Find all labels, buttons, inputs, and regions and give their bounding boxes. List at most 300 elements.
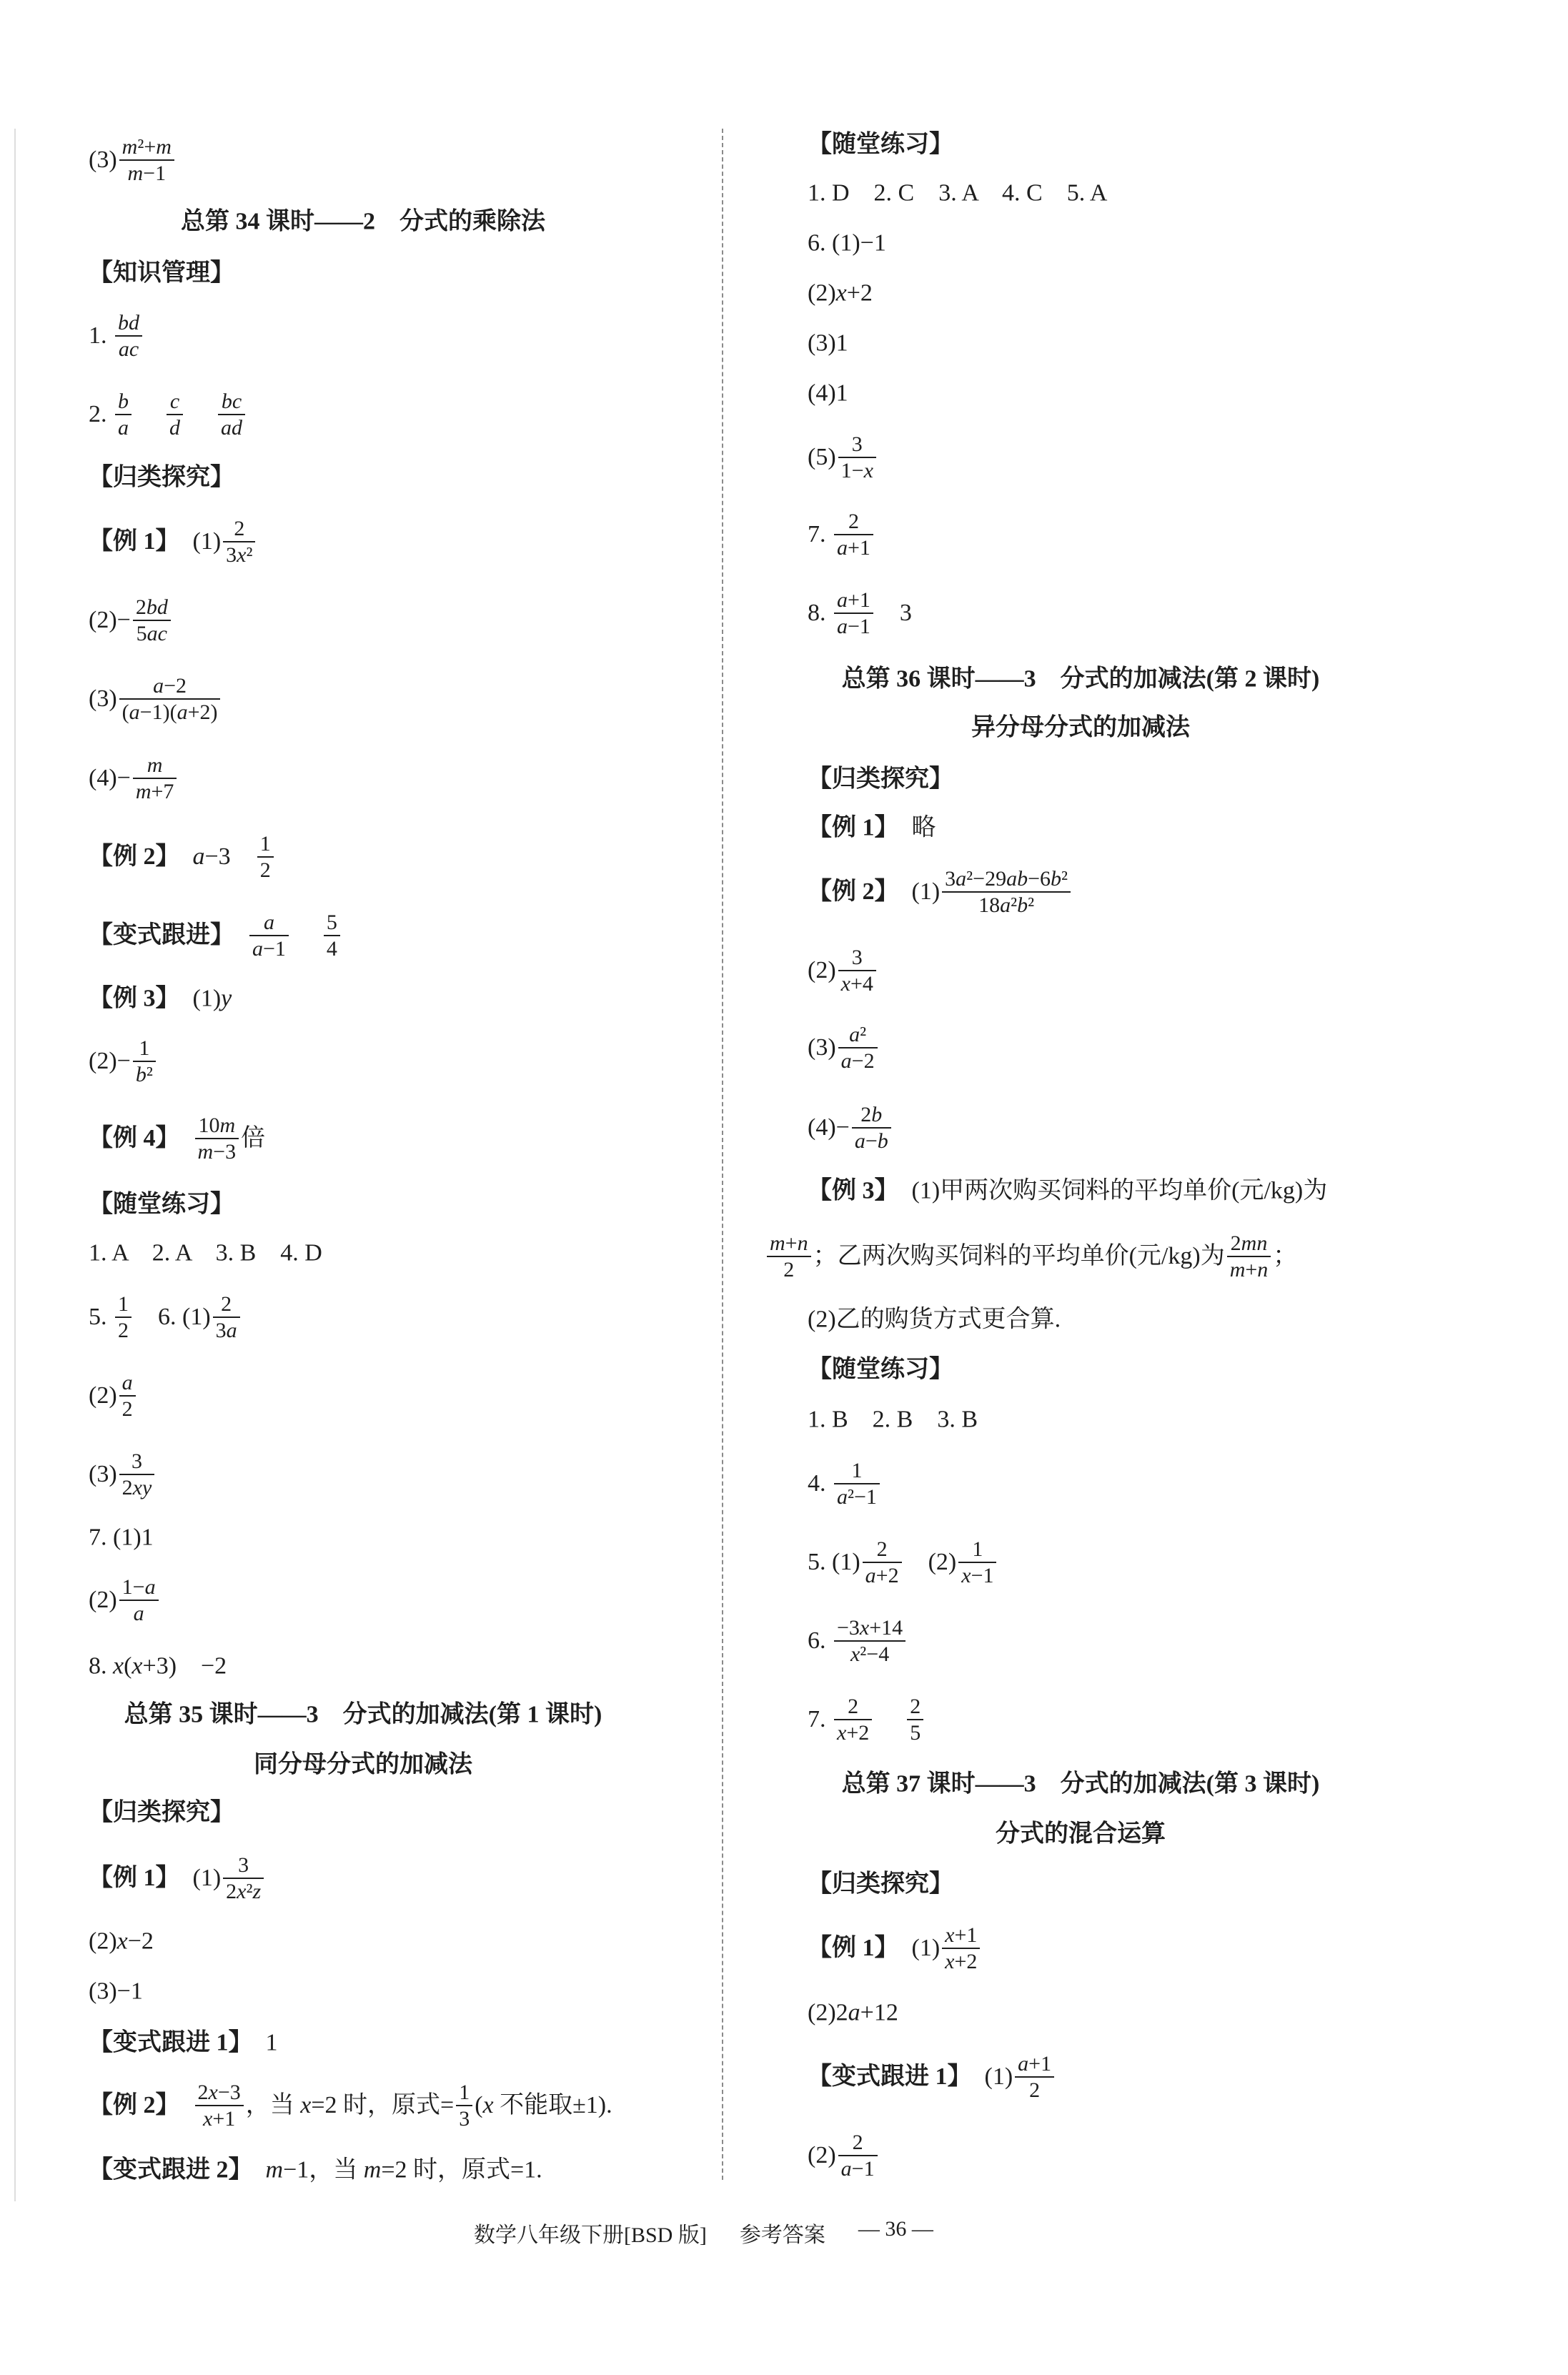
fraction bbox=[907, 1694, 923, 1745]
fraction-numerator: 1 bbox=[139, 1036, 150, 1060]
answer-text: a−3 bbox=[192, 843, 255, 870]
math-variable: x bbox=[237, 543, 247, 567]
answer-line bbox=[808, 866, 1073, 918]
math-variable: x bbox=[835, 279, 847, 307]
math-variable: x bbox=[237, 1880, 247, 1903]
section-label: 【随堂练习】 bbox=[89, 1191, 234, 1218]
fraction bbox=[1227, 1231, 1271, 1282]
fraction bbox=[838, 1022, 878, 1074]
answer-line bbox=[89, 389, 247, 440]
answer-line bbox=[89, 1575, 161, 1626]
math-variable: m bbox=[219, 1114, 236, 1137]
fraction-numerator bbox=[119, 1370, 136, 1395]
math-variable: a bbox=[153, 674, 164, 698]
math-variable: x bbox=[837, 1721, 847, 1745]
math-variable: m bbox=[770, 1231, 785, 1255]
answer-text: (5) bbox=[808, 443, 836, 470]
example-label: 【变式跟进 1】 bbox=[89, 2029, 253, 2056]
fraction bbox=[324, 910, 340, 961]
math-variable: c bbox=[129, 337, 139, 361]
fraction-denominator: x+4 bbox=[838, 970, 876, 996]
fraction-numerator: 2b bbox=[860, 1103, 883, 1126]
answer-text: (2) bbox=[89, 1586, 117, 1613]
answer-text: 4. bbox=[808, 1469, 832, 1497]
answer-line bbox=[89, 2029, 278, 2058]
fraction bbox=[456, 2080, 472, 2131]
answer-text: (4)1 bbox=[808, 380, 848, 407]
fraction-denominator: m−1 bbox=[119, 159, 174, 186]
fraction-denominator bbox=[218, 414, 245, 440]
fraction-denominator: 2 bbox=[767, 1256, 811, 1282]
answer-line bbox=[808, 587, 912, 639]
fraction bbox=[863, 1537, 902, 1588]
math-variable: x bbox=[863, 459, 873, 482]
section-label: 【归类探究】 bbox=[808, 765, 953, 793]
answer-line bbox=[89, 1928, 154, 1957]
answer-text: (2) bbox=[808, 2141, 836, 2168]
math-variable: c bbox=[169, 390, 180, 413]
section-label: 【归类探究】 bbox=[89, 1799, 234, 1826]
math-variable: b bbox=[118, 390, 129, 413]
fraction-denominator: a−1 bbox=[249, 935, 289, 961]
answer-line bbox=[808, 1615, 908, 1667]
fraction bbox=[958, 1537, 996, 1588]
section-label: 【归类探究】 bbox=[808, 1870, 953, 1898]
example-label: 【例 1】 bbox=[89, 1864, 180, 1891]
answer-text: (1)y bbox=[192, 985, 232, 1012]
math-variable: a bbox=[865, 1564, 876, 1587]
answer-line bbox=[89, 910, 342, 961]
example-label: 【变式跟进 2】 bbox=[89, 2156, 253, 2183]
math-variable: a bbox=[1000, 893, 1011, 917]
answer-text: (1)甲两次购买饲料的平均单价(元/kg)为 bbox=[911, 1177, 1328, 1204]
fraction-numerator: a+1 bbox=[1018, 2052, 1052, 2076]
fraction bbox=[852, 1102, 891, 1154]
example-label: 【变式跟进】 bbox=[89, 921, 234, 948]
answer-text: ，当 x=2 时，原式= bbox=[245, 2091, 455, 2118]
answer-line bbox=[808, 1537, 998, 1588]
answer-text: 5. (1) bbox=[808, 1548, 860, 1575]
answer-line bbox=[808, 229, 886, 259]
fraction bbox=[195, 1113, 239, 1164]
answer-line bbox=[89, 1113, 265, 1164]
fraction-denominator: x²−4 bbox=[834, 1640, 905, 1667]
lesson-heading: 分式的混合运算 bbox=[996, 1820, 1166, 1848]
fraction-numerator: 1 bbox=[259, 832, 271, 856]
fraction-denominator: 2 bbox=[1015, 2076, 1054, 2103]
fraction-numerator: 3 bbox=[131, 1449, 142, 1473]
answer-line bbox=[89, 1978, 143, 2007]
lesson-heading: 总第 35 课时——3 分式的加减法(第 1 课时) bbox=[124, 1701, 602, 1728]
fraction-numerator bbox=[218, 389, 245, 414]
answer-line bbox=[89, 2080, 612, 2131]
math-variable: b bbox=[1017, 893, 1028, 917]
fraction bbox=[195, 2080, 244, 2131]
answer-text: 8. x(x+3) −2 bbox=[89, 1652, 227, 1680]
fraction bbox=[119, 1449, 155, 1500]
fraction-numerator bbox=[167, 389, 183, 414]
fraction bbox=[167, 389, 183, 440]
math-variable: b bbox=[1051, 867, 1061, 891]
fraction bbox=[942, 1923, 980, 1974]
answer-text: (x 不能取±1). bbox=[475, 2091, 612, 2118]
column-divider bbox=[722, 129, 723, 2180]
answer-text: 1 bbox=[265, 2029, 278, 2056]
fraction bbox=[115, 1291, 132, 1343]
lesson-heading: 总第 36 课时——3 分式的加减法(第 2 课时) bbox=[841, 665, 1320, 693]
lesson-heading: 同分母分式的加减法 bbox=[254, 1751, 472, 1778]
answer-text: (3) bbox=[89, 1460, 117, 1487]
fraction bbox=[838, 2130, 878, 2181]
fraction bbox=[213, 1291, 240, 1343]
math-variable: a bbox=[840, 2157, 852, 2181]
answer-text: m−1，当 m=2 时，原式=1. bbox=[265, 2156, 542, 2183]
fraction bbox=[767, 1231, 811, 1282]
fraction-numerator: 2 bbox=[221, 1292, 232, 1316]
fraction-numerator: 2 bbox=[852, 2131, 863, 2154]
math-variable: a bbox=[263, 911, 274, 934]
fraction-numerator: 5 bbox=[326, 911, 337, 934]
lesson-heading: 异分母分式的加减法 bbox=[971, 714, 1190, 741]
math-variable: b bbox=[146, 595, 157, 619]
fraction bbox=[257, 831, 274, 883]
fraction-denominator: a+1 bbox=[834, 534, 873, 560]
fraction-denominator: 3 bbox=[456, 2105, 472, 2131]
answer-text: (1) bbox=[911, 878, 941, 905]
example-label: 【变式跟进 1】 bbox=[808, 2063, 972, 2090]
answer-line bbox=[808, 509, 875, 560]
fraction-numerator: 3a²−29ab−6b² bbox=[945, 867, 1068, 891]
answer-line bbox=[89, 1853, 266, 1904]
fraction-numerator: m+n bbox=[770, 1231, 808, 1255]
math-variable: a bbox=[118, 337, 129, 361]
answer-line bbox=[89, 1524, 154, 1553]
math-variable: a bbox=[118, 416, 129, 440]
lesson-heading: 总第 37 课时——3 分式的加减法(第 3 课时) bbox=[841, 1770, 1320, 1798]
fraction-denominator bbox=[119, 1600, 159, 1626]
math-variable: a bbox=[221, 416, 232, 440]
math-variable: a bbox=[1006, 867, 1018, 891]
fraction bbox=[834, 509, 873, 560]
fraction-denominator bbox=[115, 414, 132, 440]
fraction-numerator: 2 bbox=[848, 510, 859, 533]
math-variable: b bbox=[1017, 867, 1028, 891]
math-variable: a bbox=[226, 1319, 237, 1342]
math-variable: x bbox=[208, 2081, 218, 2104]
fraction-denominator: 4 bbox=[324, 935, 340, 961]
fraction-numerator: 3 bbox=[238, 1853, 249, 1877]
fraction-denominator: a−2 bbox=[838, 1047, 878, 1074]
fraction-numerator: 1 bbox=[851, 1459, 863, 1482]
answer-text: (3) bbox=[89, 146, 117, 173]
fraction-denominator: a−1 bbox=[834, 613, 873, 639]
answer-text: (3)−1 bbox=[89, 1978, 143, 2005]
fraction-numerator: 1 bbox=[118, 1292, 129, 1316]
answer-line bbox=[808, 1406, 978, 1435]
math-variable: a bbox=[147, 622, 158, 645]
fraction-numerator: 1 bbox=[459, 2081, 470, 2104]
fraction bbox=[1015, 2051, 1054, 2103]
answer-text: 6. (1)−1 bbox=[808, 229, 886, 257]
answer-text: 倍 bbox=[241, 1124, 266, 1151]
example-label: 【例 1】 bbox=[89, 527, 180, 555]
example-label: 【例 2】 bbox=[89, 2091, 180, 2118]
fraction-numerator bbox=[249, 910, 289, 935]
answer-line bbox=[89, 831, 276, 883]
math-variable: b bbox=[135, 1063, 147, 1086]
answer-line bbox=[808, 1102, 893, 1154]
answer-text: 8. bbox=[808, 599, 832, 626]
answer-line bbox=[89, 1239, 322, 1269]
fraction-numerator: x+1 bbox=[945, 1923, 978, 1947]
math-variable: m bbox=[147, 753, 163, 777]
fraction-numerator: 2bd bbox=[135, 595, 168, 619]
answer-text: 7. bbox=[808, 520, 832, 547]
answer-text: (2) bbox=[89, 1382, 117, 1409]
fraction bbox=[838, 945, 876, 996]
math-variable: b bbox=[871, 1103, 883, 1126]
fraction-denominator: m+7 bbox=[133, 778, 177, 804]
answer-text: 6. (1) bbox=[134, 1303, 211, 1330]
footer-section-title: 参考答案 bbox=[739, 2223, 825, 2247]
answer-line bbox=[765, 1231, 1297, 1282]
math-variable: a bbox=[956, 867, 967, 891]
answer-line bbox=[808, 179, 1107, 209]
fraction-numerator: 2 bbox=[848, 1695, 859, 1718]
fraction bbox=[133, 1036, 156, 1087]
section-label: 【归类探究】 bbox=[89, 464, 234, 491]
math-variable: m bbox=[197, 1140, 214, 1164]
fraction-numerator: 1 bbox=[972, 1537, 983, 1561]
example-label: 【例 3】 bbox=[89, 985, 180, 1012]
fraction bbox=[115, 310, 142, 362]
fraction-numerator bbox=[115, 310, 142, 335]
fraction-denominator bbox=[115, 335, 142, 362]
page-footer bbox=[474, 2217, 933, 2248]
fraction-denominator: a²−1 bbox=[834, 1483, 880, 1509]
math-variable: x bbox=[859, 1616, 870, 1640]
answer-text: (2)x+2 bbox=[808, 279, 873, 307]
answer-text: 1. D 2. C 3. A 4. C 5. A bbox=[808, 179, 1108, 207]
fraction-numerator: m²+m bbox=[121, 135, 172, 159]
answer-text: (1) bbox=[984, 2063, 1013, 2090]
fraction-numerator: 10m bbox=[198, 1114, 236, 1137]
math-variable: d bbox=[169, 416, 180, 440]
math-variable: a bbox=[121, 1371, 133, 1394]
section-label: 【随堂练习】 bbox=[808, 1356, 953, 1383]
fraction bbox=[834, 587, 873, 639]
math-variable: n bbox=[1256, 1231, 1268, 1255]
fraction-denominator: 2 bbox=[115, 1317, 132, 1343]
example-label: 【例 4】 bbox=[89, 1124, 180, 1151]
math-variable: d bbox=[157, 595, 168, 619]
answer-line bbox=[808, 1694, 926, 1745]
section-label: 【知识管理】 bbox=[89, 259, 234, 287]
scan-edge-line bbox=[14, 129, 16, 2201]
answer-text: (2)乙的购货方式更合算. bbox=[808, 1306, 1061, 1333]
footer-book-title: 数学八年级下册[BSD 版] bbox=[474, 2223, 707, 2247]
answer-line bbox=[808, 2051, 1056, 2103]
example-label: 【例 2】 bbox=[89, 843, 180, 870]
fraction-numerator: −3x+14 bbox=[837, 1616, 903, 1640]
math-variable: x bbox=[132, 1476, 142, 1499]
fraction bbox=[942, 866, 1071, 918]
fraction-numerator: 1−a bbox=[121, 1575, 156, 1599]
math-variable: y bbox=[221, 985, 232, 1012]
fraction-denominator: 18a²b² bbox=[942, 891, 1071, 918]
math-variable: a bbox=[848, 1999, 860, 2026]
fraction-numerator: 2 bbox=[234, 517, 245, 540]
math-variable: m bbox=[1241, 1231, 1257, 1255]
math-variable: n bbox=[797, 1231, 808, 1255]
fraction-numerator bbox=[133, 753, 177, 778]
answer-line bbox=[89, 1652, 227, 1682]
answer-line bbox=[808, 1177, 1327, 1206]
fraction bbox=[119, 1575, 159, 1626]
answer-text: 3 bbox=[875, 599, 912, 626]
answer-line bbox=[808, 380, 848, 409]
math-variable: b bbox=[118, 311, 129, 334]
fraction-denominator: x+2 bbox=[942, 1948, 980, 1974]
math-variable: a bbox=[837, 615, 848, 638]
math-variable: a bbox=[192, 843, 205, 870]
fraction bbox=[119, 673, 221, 725]
answer-line bbox=[89, 985, 232, 1014]
math-variable: m bbox=[127, 162, 144, 185]
answer-text: (1) bbox=[911, 1934, 941, 1961]
math-variable: a bbox=[144, 1575, 156, 1599]
fraction-denominator: a−b bbox=[852, 1127, 891, 1154]
answer-text: ； bbox=[1273, 1242, 1298, 1269]
math-variable: a bbox=[849, 1023, 860, 1046]
fraction bbox=[119, 134, 174, 186]
answer-text: 1. B 2. B 3. B bbox=[808, 1406, 978, 1433]
math-variable: c bbox=[157, 622, 167, 645]
answer-text: 略 bbox=[911, 814, 936, 841]
math-variable: a bbox=[840, 1049, 852, 1073]
math-variable: x bbox=[850, 1642, 860, 1666]
answer-line bbox=[808, 432, 878, 483]
fraction-numerator: a+1 bbox=[837, 588, 870, 612]
fraction-denominator: 1−x bbox=[838, 457, 876, 483]
math-variable: a bbox=[129, 700, 140, 724]
math-variable: x bbox=[961, 1564, 971, 1587]
math-variable: x bbox=[945, 1950, 955, 1973]
answer-line bbox=[89, 1449, 157, 1500]
answer-text: (2) bbox=[808, 956, 836, 983]
fraction-numerator: a² bbox=[849, 1023, 867, 1046]
answer-text: 2. bbox=[89, 400, 113, 427]
answer-text: (4)− bbox=[89, 764, 131, 791]
answer-line bbox=[89, 516, 257, 567]
math-variable: m bbox=[135, 780, 152, 803]
answer-text: 7. (1)1 bbox=[89, 1524, 154, 1551]
math-variable: z bbox=[252, 1880, 262, 1903]
fraction bbox=[223, 516, 255, 567]
fraction-denominator: 5 bbox=[907, 1719, 923, 1745]
fraction-denominator: 3a bbox=[213, 1317, 240, 1343]
fraction bbox=[115, 389, 132, 440]
fraction bbox=[218, 389, 245, 440]
math-variable: m bbox=[363, 2156, 382, 2183]
fraction-denominator: a−1 bbox=[838, 2155, 878, 2181]
math-variable: x bbox=[113, 1652, 124, 1680]
fraction-numerator: 3 bbox=[851, 432, 863, 456]
section-label: 【随堂练习】 bbox=[808, 131, 953, 158]
math-variable: a bbox=[837, 1485, 848, 1509]
fraction-denominator: m+n bbox=[1227, 1256, 1271, 1282]
fraction bbox=[834, 1615, 905, 1667]
math-variable: a bbox=[837, 536, 848, 560]
answer-text: 1. bbox=[89, 322, 113, 349]
answer-text: (2)x−2 bbox=[89, 1928, 154, 1955]
answer-line bbox=[808, 1999, 898, 2028]
fraction-denominator: 2xy bbox=[119, 1474, 155, 1500]
fraction-denominator: 5ac bbox=[133, 620, 171, 646]
fraction bbox=[249, 910, 289, 961]
lesson-heading: 总第 34 课时——2 分式的乘除法 bbox=[181, 208, 545, 235]
math-variable: x bbox=[482, 2091, 494, 2118]
fraction-denominator: x−1 bbox=[958, 1562, 996, 1588]
fraction-denominator: x+2 bbox=[834, 1719, 872, 1745]
example-label: 【例 3】 bbox=[808, 1177, 899, 1204]
fraction bbox=[834, 1694, 872, 1745]
fraction-denominator bbox=[167, 414, 183, 440]
math-variable: a bbox=[133, 1602, 144, 1625]
example-label: 【例 2】 bbox=[808, 878, 899, 905]
answer-text: 7. bbox=[808, 1705, 832, 1732]
fraction bbox=[119, 1370, 136, 1422]
math-variable: n bbox=[1257, 1258, 1269, 1281]
fraction-denominator: 2 bbox=[119, 1395, 136, 1422]
answer-text: (3)1 bbox=[808, 329, 848, 357]
fraction-denominator: 2 bbox=[257, 856, 274, 883]
math-variable: a bbox=[1018, 2052, 1029, 2076]
answer-text: (3) bbox=[808, 1033, 836, 1061]
math-variable: a bbox=[177, 700, 188, 724]
fraction-denominator: b² bbox=[133, 1061, 156, 1087]
math-variable: x bbox=[132, 1652, 143, 1680]
answer-line bbox=[89, 1370, 138, 1422]
fraction bbox=[133, 753, 177, 804]
answer-line bbox=[808, 1022, 880, 1074]
math-variable: y bbox=[142, 1476, 152, 1499]
fraction-denominator: 2x²z bbox=[223, 1878, 264, 1904]
answer-text: (4)− bbox=[808, 1114, 850, 1141]
answer-line bbox=[808, 945, 878, 996]
fraction-numerator: 2 bbox=[910, 1695, 921, 1718]
answer-line bbox=[808, 1306, 1061, 1335]
answer-line bbox=[808, 279, 873, 309]
fraction bbox=[834, 1458, 880, 1509]
math-variable: m bbox=[265, 2156, 284, 2183]
math-variable: x bbox=[203, 2107, 213, 2131]
fraction-denominator: a+2 bbox=[863, 1562, 902, 1588]
example-label: 【例 1】 bbox=[808, 1934, 899, 1961]
fraction-numerator: a−2 bbox=[153, 674, 187, 698]
answer-line bbox=[808, 2130, 880, 2181]
math-variable: b bbox=[877, 1129, 888, 1153]
answer-line bbox=[89, 595, 173, 646]
math-variable: c bbox=[232, 390, 242, 413]
answer-line bbox=[89, 1036, 158, 1087]
answer-line bbox=[89, 673, 222, 725]
answer-text: 5. bbox=[89, 1303, 113, 1330]
fraction-denominator: (a−1)(a+2) bbox=[119, 698, 221, 725]
answer-text: (2) bbox=[903, 1548, 957, 1575]
answer-line bbox=[89, 310, 144, 362]
math-variable: x bbox=[945, 1923, 955, 1947]
